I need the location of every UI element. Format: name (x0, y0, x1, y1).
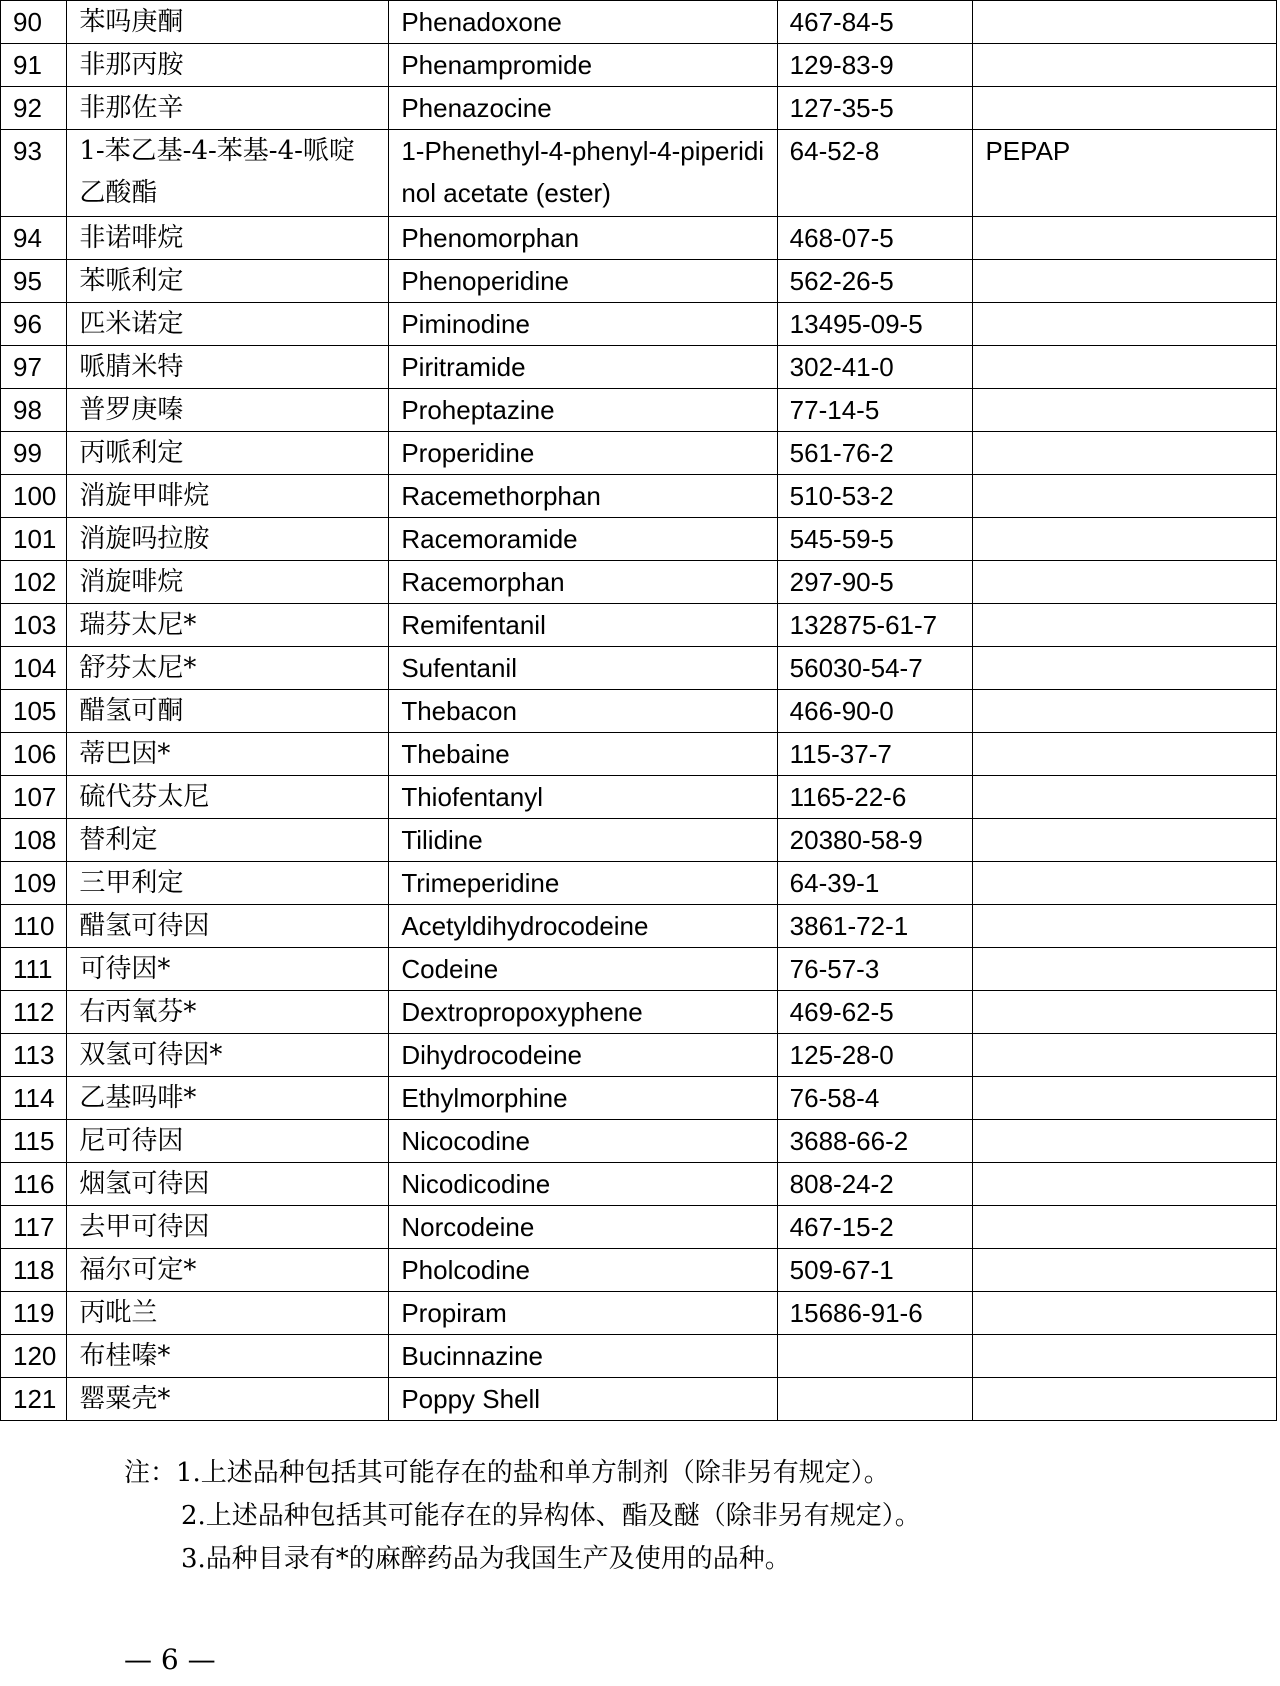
chinese-name-cell: 舒芬太尼* (67, 647, 389, 690)
english-name-cell: Racemethorphan (389, 475, 777, 518)
table-row (1, 475, 1277, 518)
cas-number-cell: 509-67-1 (777, 1249, 973, 1292)
row-number-cell: 99 (1, 432, 67, 475)
row-number-cell: 92 (1, 87, 67, 130)
table-row (1, 1163, 1277, 1206)
english-name-cell: Racemorphan (389, 561, 777, 604)
cas-number-cell: 467-84-5 (777, 1, 973, 44)
table-row (1, 819, 1277, 862)
table-row (1, 1034, 1277, 1077)
remark-cell (973, 1249, 1277, 1292)
row-number-cell: 116 (1, 1163, 67, 1206)
chinese-name-cell: 硫代芬太尼 (67, 776, 389, 819)
remark-cell (973, 346, 1277, 389)
row-number-cell: 111 (1, 948, 67, 991)
english-name-cell: Sufentanil (389, 647, 777, 690)
english-name-cell: Dihydrocodeine (389, 1034, 777, 1077)
remark-cell (973, 690, 1277, 733)
english-name-cell: Racemoramide (389, 518, 777, 561)
table-row (1, 991, 1277, 1034)
chinese-name-cell: 福尔可定* (67, 1249, 389, 1292)
row-number-cell: 96 (1, 303, 67, 346)
english-name-cell: Bucinnazine (389, 1335, 777, 1378)
chinese-name-cell: 匹米诺定 (67, 303, 389, 346)
english-name-cell: Thebaine (389, 733, 777, 776)
row-number-cell: 119 (1, 1292, 67, 1335)
remark-cell (973, 1292, 1277, 1335)
chinese-name-cell: 布桂嗪* (67, 1335, 389, 1378)
table-row (1, 1206, 1277, 1249)
remark-cell (973, 1163, 1277, 1206)
row-number-cell: 113 (1, 1034, 67, 1077)
english-name-cell: Trimeperidine (389, 862, 777, 905)
cas-number-cell: 129-83-9 (777, 44, 973, 87)
english-name-cell: Properidine (389, 432, 777, 475)
table-row (1, 87, 1277, 130)
cas-number-cell: 466-90-0 (777, 690, 973, 733)
table-row (1, 647, 1277, 690)
row-number-cell: 112 (1, 991, 67, 1034)
table-row (1, 905, 1277, 948)
cas-number-cell: 3861-72-1 (777, 905, 973, 948)
cas-number-cell: 510-53-2 (777, 475, 973, 518)
row-number-cell: 107 (1, 776, 67, 819)
remark-cell (973, 905, 1277, 948)
cas-number-cell: 76-58-4 (777, 1077, 973, 1120)
chinese-name-cell: 罂粟壳* (67, 1378, 389, 1421)
remark-cell (973, 217, 1277, 260)
english-name-cell: Proheptazine (389, 389, 777, 432)
table-row (1, 518, 1277, 561)
remark-cell (973, 87, 1277, 130)
row-number-cell: 121 (1, 1378, 67, 1421)
cas-number-cell: 1165-22-6 (777, 776, 973, 819)
table-row (1, 948, 1277, 991)
english-name-cell: Codeine (389, 948, 777, 991)
row-number-cell: 114 (1, 1077, 67, 1120)
cas-number-cell: 77-14-5 (777, 389, 973, 432)
table-row (1, 303, 1277, 346)
page-number: — 6 — (124, 1643, 216, 1676)
table-row (1, 1292, 1277, 1335)
english-name-cell: Acetyldihydrocodeine (389, 905, 777, 948)
cas-number-cell: 125-28-0 (777, 1034, 973, 1077)
english-name-cell: Nicodicodine (389, 1163, 777, 1206)
table-row (1, 1378, 1277, 1421)
row-number-cell: 97 (1, 346, 67, 389)
row-number-cell: 94 (1, 217, 67, 260)
remark-cell (973, 991, 1277, 1034)
chinese-name-cell: 可待因* (67, 948, 389, 991)
cas-number-cell: 297-90-5 (777, 561, 973, 604)
cas-number-cell: 64-39-1 (777, 862, 973, 905)
chinese-name-cell: 双氢可待因* (67, 1034, 389, 1077)
row-number-cell: 120 (1, 1335, 67, 1378)
remark-cell (973, 1, 1277, 44)
table-row (1, 1120, 1277, 1163)
row-number-cell: 118 (1, 1249, 67, 1292)
english-name-cell: Phenoperidine (389, 260, 777, 303)
row-number-cell: 90 (1, 1, 67, 44)
cas-number-cell: 469-62-5 (777, 991, 973, 1034)
table-row (1, 260, 1277, 303)
chinese-name-cell: 苯吗庚酮 (67, 1, 389, 44)
table-row (1, 389, 1277, 432)
table-row (1, 561, 1277, 604)
chinese-name-cell: 去甲可待因 (67, 1206, 389, 1249)
row-number-cell: 95 (1, 260, 67, 303)
footnote-3: 3.品种目录有*的麻醉药品为我国生产及使用的品种。 (181, 1544, 791, 1574)
table-row (1, 432, 1277, 475)
english-name-cell: Pholcodine (389, 1249, 777, 1292)
cas-number-cell: 115-37-7 (777, 733, 973, 776)
row-number-cell: 91 (1, 44, 67, 87)
english-name-cell: 1-Phenethyl-4-phenyl-4-piperidinol acetate (ester) (389, 130, 777, 217)
cas-number-cell (777, 1378, 973, 1421)
chinese-name-cell: 瑞芬太尼* (67, 604, 389, 647)
english-name-cell: Phenomorphan (389, 217, 777, 260)
cas-number-cell: 562-26-5 (777, 260, 973, 303)
cas-number-cell: 561-76-2 (777, 432, 973, 475)
chinese-name-cell: 右丙氧芬* (67, 991, 389, 1034)
remark-cell (973, 432, 1277, 475)
english-name-cell: Propiram (389, 1292, 777, 1335)
chinese-name-cell: 苯哌利定 (67, 260, 389, 303)
row-number-cell: 115 (1, 1120, 67, 1163)
row-number-cell: 109 (1, 862, 67, 905)
row-number-cell: 106 (1, 733, 67, 776)
cas-number-cell: 76-57-3 (777, 948, 973, 991)
row-number-cell: 103 (1, 604, 67, 647)
table-row (1, 217, 1277, 260)
remark-cell (973, 604, 1277, 647)
chinese-name-cell: 丙吡兰 (67, 1292, 389, 1335)
remark-cell (973, 1335, 1277, 1378)
table-row (1, 1077, 1277, 1120)
cas-number-cell: 127-35-5 (777, 87, 973, 130)
cas-number-cell: 468-07-5 (777, 217, 973, 260)
cas-number-cell: 13495-09-5 (777, 303, 973, 346)
footnote-2: 2.上述品种包括其可能存在的异构体、酯及醚（除非另有规定）。 (181, 1501, 921, 1531)
chinese-name-cell: 普罗庚嗪 (67, 389, 389, 432)
row-number-cell: 93 (1, 130, 67, 217)
english-name-cell: Piminodine (389, 303, 777, 346)
cas-number-cell: 56030-54-7 (777, 647, 973, 690)
remark-cell (973, 1034, 1277, 1077)
chinese-name-cell: 非那丙胺 (67, 44, 389, 87)
row-number-cell: 101 (1, 518, 67, 561)
chinese-name-cell: 醋氢可酮 (67, 690, 389, 733)
english-name-cell: Norcodeine (389, 1206, 777, 1249)
chinese-name-cell: 替利定 (67, 819, 389, 862)
footnotes (124, 1452, 921, 1581)
english-name-cell: Ethylmorphine (389, 1077, 777, 1120)
english-name-cell: Poppy Shell (389, 1378, 777, 1421)
table-body (1, 1, 1277, 1421)
footnote-1: 注：1.上述品种包括其可能存在的盐和单方制剂（除非另有规定）。 (124, 1458, 890, 1488)
remark-cell (973, 561, 1277, 604)
english-name-cell: Thiofentanyl (389, 776, 777, 819)
english-name-cell: Phenadoxone (389, 1, 777, 44)
english-name-cell: Tilidine (389, 819, 777, 862)
remark-cell: PEPAP (973, 130, 1277, 217)
chinese-name-cell: 消旋啡烷 (67, 561, 389, 604)
remark-cell (973, 1077, 1277, 1120)
remark-cell (973, 1120, 1277, 1163)
remark-cell (973, 518, 1277, 561)
table-row (1, 44, 1277, 87)
remark-cell (973, 1206, 1277, 1249)
english-name-cell: Thebacon (389, 690, 777, 733)
chinese-name-cell: 尼可待因 (67, 1120, 389, 1163)
table-row (1, 1249, 1277, 1292)
table-row (1, 862, 1277, 905)
table-row (1, 346, 1277, 389)
chinese-name-cell: 丙哌利定 (67, 432, 389, 475)
remark-cell (973, 260, 1277, 303)
cas-number-cell: 302-41-0 (777, 346, 973, 389)
remark-cell (973, 475, 1277, 518)
remark-cell (973, 819, 1277, 862)
row-number-cell: 108 (1, 819, 67, 862)
remark-cell (973, 389, 1277, 432)
remark-cell (973, 647, 1277, 690)
chinese-name-cell: 三甲利定 (67, 862, 389, 905)
chinese-name-cell: 消旋甲啡烷 (67, 475, 389, 518)
chinese-name-cell: 蒂巴因* (67, 733, 389, 776)
remark-cell (973, 1378, 1277, 1421)
cas-number-cell: 64-52-8 (777, 130, 973, 217)
cas-number-cell: 20380-58-9 (777, 819, 973, 862)
english-name-cell: Remifentanil (389, 604, 777, 647)
remark-cell (973, 862, 1277, 905)
row-number-cell: 102 (1, 561, 67, 604)
remark-cell (973, 776, 1277, 819)
chinese-name-cell: 非诺啡烷 (67, 217, 389, 260)
table-row (1, 733, 1277, 776)
remark-cell (973, 948, 1277, 991)
chinese-name-cell: 乙基吗啡* (67, 1077, 389, 1120)
remark-cell (973, 733, 1277, 776)
row-number-cell: 117 (1, 1206, 67, 1249)
row-number-cell: 98 (1, 389, 67, 432)
cas-number-cell: 3688-66-2 (777, 1120, 973, 1163)
table-row (1, 690, 1277, 733)
cas-number-cell: 467-15-2 (777, 1206, 973, 1249)
cas-number-cell (777, 1335, 973, 1378)
row-number-cell: 104 (1, 647, 67, 690)
row-number-cell: 110 (1, 905, 67, 948)
remark-cell (973, 303, 1277, 346)
remark-cell (973, 44, 1277, 87)
chinese-name-cell: 非那佐辛 (67, 87, 389, 130)
cas-number-cell: 808-24-2 (777, 1163, 973, 1206)
table-row (1, 604, 1277, 647)
chinese-name-cell: 烟氢可待因 (67, 1163, 389, 1206)
english-name-cell: Dextropropoxyphene (389, 991, 777, 1034)
chinese-name-cell: 哌腈米特 (67, 346, 389, 389)
english-name-cell: Nicocodine (389, 1120, 777, 1163)
english-name-cell: Phenazocine (389, 87, 777, 130)
row-number-cell: 100 (1, 475, 67, 518)
cas-number-cell: 545-59-5 (777, 518, 973, 561)
table-row (1, 1335, 1277, 1378)
table-row (1, 130, 1277, 217)
chinese-name-cell: 1-苯乙基-4-苯基-4-哌啶乙酸酯 (67, 130, 389, 217)
chinese-name-cell: 醋氢可待因 (67, 905, 389, 948)
english-name-cell: Phenampromide (389, 44, 777, 87)
chinese-name-cell: 消旋吗拉胺 (67, 518, 389, 561)
cas-number-cell: 132875-61-7 (777, 604, 973, 647)
english-name-cell: Piritramide (389, 346, 777, 389)
row-number-cell: 105 (1, 690, 67, 733)
cas-number-cell: 15686-91-6 (777, 1292, 973, 1335)
table-row (1, 776, 1277, 819)
table-row (1, 1, 1277, 44)
